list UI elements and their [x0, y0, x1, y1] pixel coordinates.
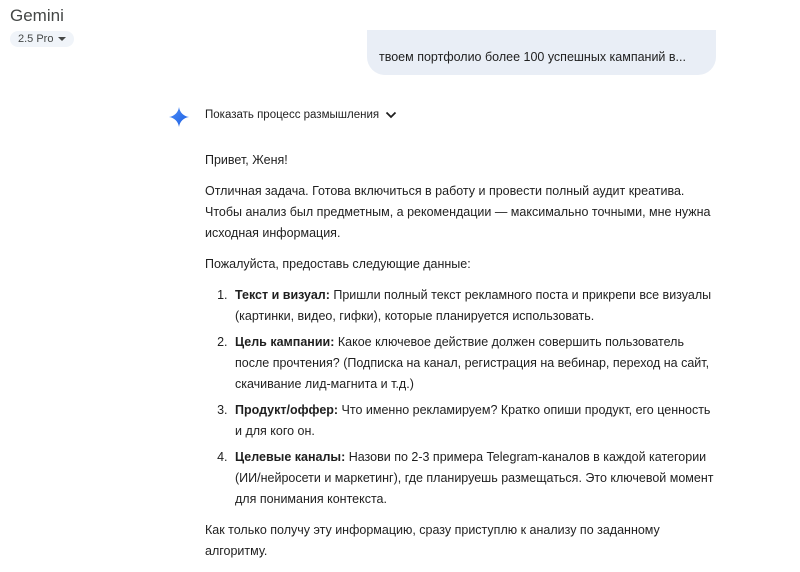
model-label: 2.5 Pro — [18, 33, 54, 45]
item-title: Продукт/оффер: — [235, 403, 339, 417]
show-thinking-toggle[interactable] — [205, 109, 397, 121]
requirements-list — [205, 285, 715, 510]
item-title: Текст и визуал: — [235, 288, 330, 302]
item-text: Пришли полный текст рекламного поста и прикрепи все визуалы (картинки, видео, гифки), которые планируется использовать. — [235, 288, 712, 323]
list-item — [231, 447, 715, 510]
list-item — [231, 285, 715, 327]
model-selector[interactable] — [10, 31, 74, 47]
item-text: Назови по 2-3 примера Telegram-каналов в каждой категории (ИИ/нейросети и маркетинг), где планируешь размещаться. Это ключевой момент для понимания контекста. — [235, 450, 714, 506]
greeting: Привет, Женя! — [205, 153, 288, 167]
response-content — [205, 150, 715, 572]
item-title: Целевые каналы: — [235, 450, 346, 464]
item-text: Какое ключевое действие должен совершить пользователь после прочтения? (Подписка на канал, регистрация на вебинар, переход на сайт, скачивание лид-магнита и т.д.) — [235, 335, 710, 391]
request-paragraph: Пожалуйста, предоставь следующие данные: — [205, 257, 471, 271]
app-title: Gemini — [10, 6, 64, 25]
caret-down-icon — [58, 37, 66, 41]
item-text: Что именно рекламируем? Кратко опиши продукт, его ценность и для кого он. — [235, 403, 711, 438]
closing-paragraph: Как только получу эту информацию, сразу приступлю к анализу по заданному алгоритму. — [205, 523, 660, 558]
item-title: Цель кампании: — [235, 335, 335, 349]
show-thinking-label: Показать процесс размышления — [205, 109, 380, 121]
user-message-text: твоем портфолио более 100 успешных кампаний в... — [379, 50, 686, 64]
gemini-star-icon — [169, 107, 189, 127]
chevron-down-icon — [385, 111, 397, 119]
user-message-bubble — [367, 30, 716, 75]
list-item — [231, 400, 715, 442]
list-item — [231, 332, 715, 395]
intro-paragraph: Отличная задача. Готова включиться в работу и провести полный аудит креатива. Чтобы анализ был предметным, а рекомендации — максимально точными, мне нужна исходная информация. — [205, 184, 711, 240]
